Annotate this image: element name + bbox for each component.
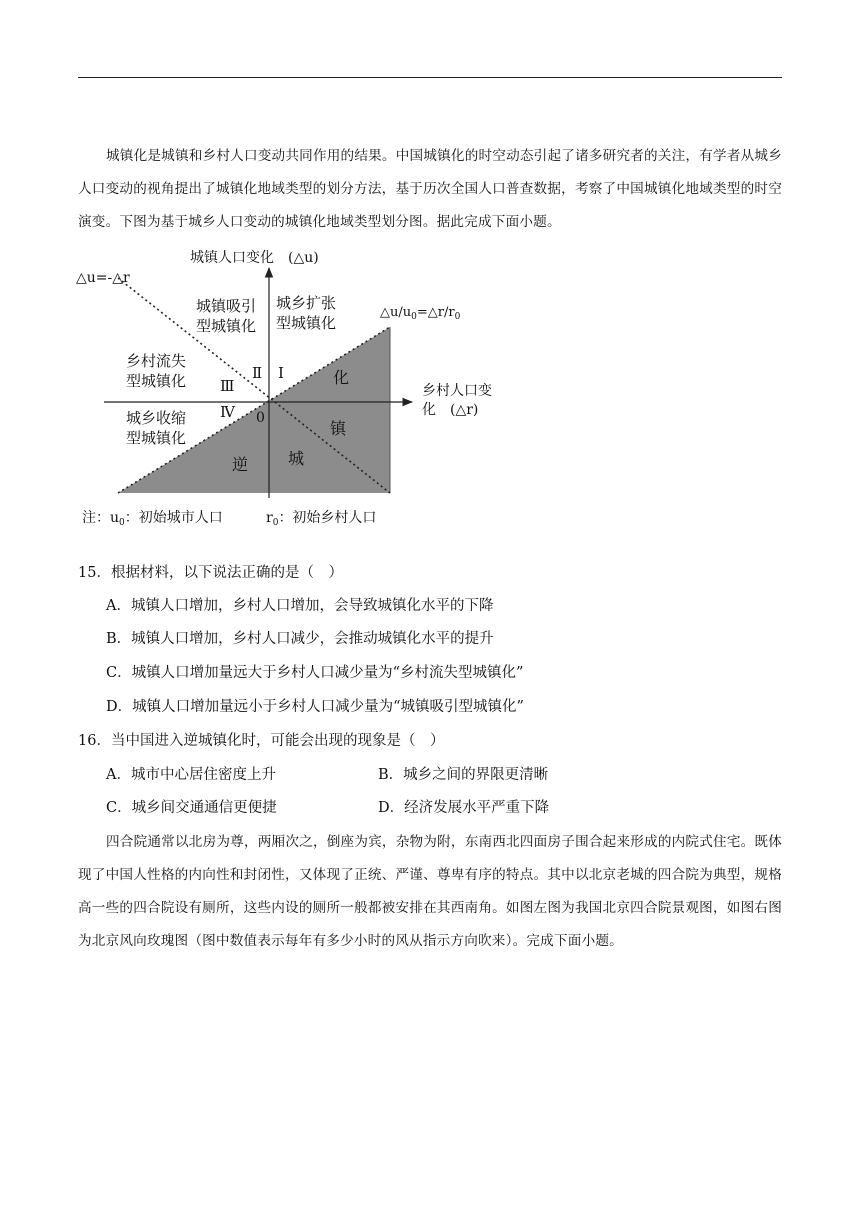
- line-prop-label: $\triangle u/u_0=\triangle r/r_0$: [380, 305, 461, 322]
- question-number: 16．: [78, 733, 111, 749]
- y-axis-label: 城镇人口变化 (△u): [190, 250, 319, 266]
- note-u: 注：$u_0$：初始城市人口: [82, 510, 223, 528]
- header-rule: [78, 77, 782, 78]
- shaded-char-zhen: 镇: [330, 419, 347, 438]
- siheyuan-text: 四合院通常以北房为尊，两厢次之，倒座为宾，杂物为附，东南西北四面房子围合起来形成的内院式住宅。既体现了中国人性格的内向性和封闭性，又体现了正统、严谨、尊卑有序的特点。其中以北京老城的四合院为典型，规格高一些的四合院设有厕所，这些内设的厕所一般都被安排在其西南角。如图左图为我国北京四合院景观图，如图右图为北京风向玫瑰图（图中数值表示每年有多少小时的风从指示方向吹来）。完成下面小题。: [78, 834, 782, 949]
- region-ii-name-2: 型城镇化: [196, 317, 257, 335]
- region-iii-name-1: 乡村流失: [126, 352, 187, 370]
- region-ii-name-1: 城镇吸引: [196, 297, 257, 315]
- q15-option-b[interactable]: B．城镇人口增加，乡村人口减少，会推动城镇化水平的提升: [106, 631, 494, 647]
- question-16-stem: [78, 731, 444, 751]
- x-axis-label-2: 化 (△r): [422, 402, 479, 418]
- question-number: 15．: [78, 565, 111, 581]
- q15-option-a[interactable]: A．城镇人口增加，乡村人口增加，会导致城镇化水平的下降: [106, 598, 494, 614]
- shaded-char-ni: 逆: [232, 455, 249, 474]
- region-iv-name-1: 城乡收缩: [126, 409, 187, 427]
- roman-i: Ⅰ: [278, 364, 284, 382]
- q16-option-c[interactable]: C．城乡间交通通信更便捷: [106, 800, 277, 816]
- question-text: 根据材料，以下说法正确的是（ ）: [110, 565, 343, 581]
- roman-iii: Ⅲ: [220, 377, 235, 395]
- urbanization-type-diagram: [74, 240, 514, 530]
- shaded-char-cheng: 城: [288, 449, 305, 468]
- note-r: $r_0$：初始乡村人口: [266, 510, 377, 528]
- shaded-char-hua: 化: [333, 368, 350, 387]
- q16-option-a[interactable]: A．城市中心居住密度上升: [106, 767, 276, 783]
- region-iii-name-2: 型城镇化: [126, 372, 187, 390]
- q16-option-d[interactable]: D．经济发展水平严重下降: [378, 800, 550, 816]
- x-axis-label-1: 乡村人口变: [422, 383, 492, 399]
- siheyuan-paragraph: [78, 826, 782, 958]
- q15-option-c[interactable]: C．城镇人口增加量远大于乡村人口减少量为“乡村流失型城镇化”: [106, 665, 524, 681]
- region-iv-name-2: 型城镇化: [126, 429, 187, 447]
- roman-iv: Ⅳ: [220, 403, 235, 421]
- intro-paragraph: [78, 140, 782, 239]
- question-15-stem: [78, 563, 343, 583]
- q16-option-b[interactable]: B．城乡之间的界限更清晰: [378, 767, 549, 783]
- origin-label: 0: [256, 410, 265, 426]
- region-i-name-2: 型城镇化: [276, 314, 337, 332]
- q15-option-d[interactable]: D．城镇人口增加量远小于乡村人口减少量为“城镇吸引型城镇化”: [106, 699, 524, 715]
- line-neg-label: △u=-△r: [76, 270, 130, 286]
- region-i-name-1: 城乡扩张: [276, 294, 337, 312]
- intro-text: 城镇化是城镇和乡村人口变动共同作用的结果。中国城镇化的时空动态引起了诸多研究者的关注，有学者从城乡人口变动的视角提出了城镇化地域类型的划分方法，基于历次全国人口普查数据，考察了中国城镇化地域类型的时空演变。下图为基于城乡人口变动的城镇化地域类型划分图。据此完成下面小题。: [78, 148, 782, 230]
- roman-ii: Ⅱ: [252, 364, 263, 382]
- question-text: 当中国进入逆城镇化时，可能会出现的现象是（ ）: [110, 733, 445, 749]
